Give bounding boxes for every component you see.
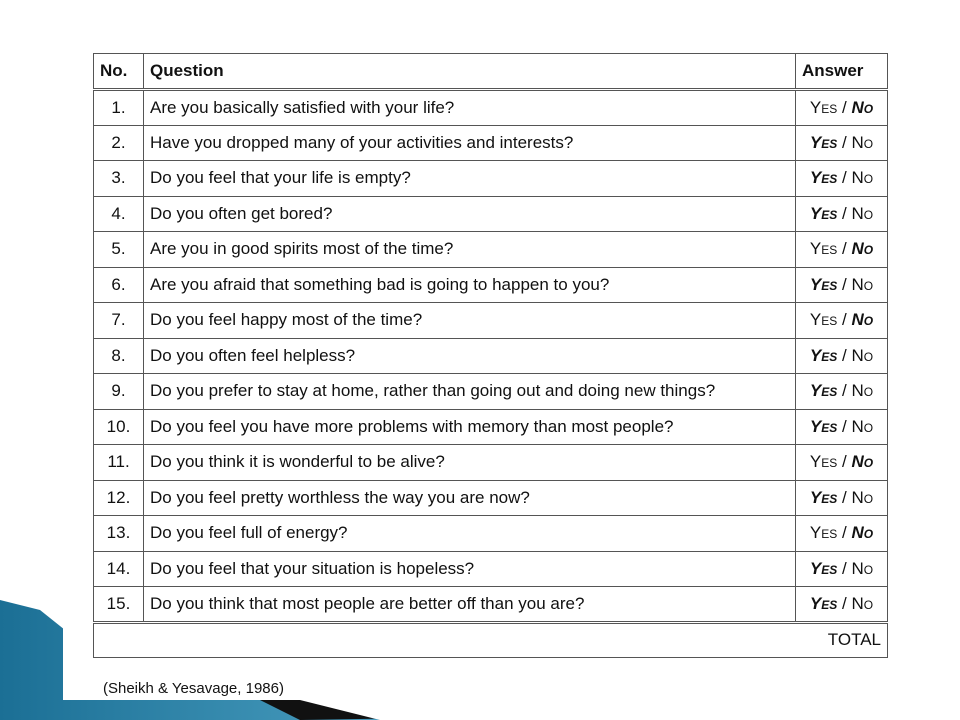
geriatric-depression-scale-table (93, 53, 888, 658)
question-text: Have you dropped many of your activities and interests? (144, 125, 796, 161)
answer-yes-selected: Yes (809, 381, 838, 401)
table-row (94, 196, 888, 232)
answer-options (796, 303, 888, 339)
answer-options (796, 232, 888, 268)
answer-no: No (851, 558, 874, 578)
question-text: Do you often get bored? (144, 196, 796, 232)
question-number: 8. (94, 338, 144, 374)
table-row (94, 303, 888, 339)
question-number: 14. (94, 551, 144, 587)
answer-yes-selected: Yes (809, 203, 838, 223)
table-row (94, 551, 888, 587)
answer-no: No (851, 381, 874, 401)
answer-separator: / (837, 345, 852, 365)
answer-options (796, 551, 888, 587)
answer-separator: / (837, 239, 852, 259)
answer-separator: / (837, 416, 852, 436)
answer-yes-selected: Yes (809, 132, 838, 152)
question-number: 15. (94, 587, 144, 623)
answer-separator: / (837, 381, 852, 401)
question-number: 12. (94, 480, 144, 516)
answer-no: No (851, 132, 874, 152)
question-number: 9. (94, 374, 144, 410)
answer-options (796, 480, 888, 516)
answer-yes-selected: Yes (809, 593, 838, 613)
answer-options (796, 587, 888, 623)
question-text: Do you think that most people are better off than you are? (144, 587, 796, 623)
question-text: Do you feel happy most of the time? (144, 303, 796, 339)
answer-options (796, 374, 888, 410)
question-number: 11. (94, 445, 144, 481)
question-text: Are you in good spirits most of the time? (144, 232, 796, 268)
question-text: Do you often feel helpless? (144, 338, 796, 374)
answer-options (796, 338, 888, 374)
answer-options (796, 445, 888, 481)
table-row (94, 409, 888, 445)
answer-yes-selected: Yes (809, 274, 838, 294)
answer-separator: / (837, 523, 852, 543)
gds-table-container (93, 53, 887, 658)
header-no: No. (94, 54, 144, 90)
answer-separator: / (837, 97, 852, 117)
question-number: 6. (94, 267, 144, 303)
question-text: Do you feel pretty worthless the way you are now? (144, 480, 796, 516)
answer-separator: / (837, 487, 852, 507)
answer-separator: / (837, 593, 852, 613)
answer-no-selected: No (851, 452, 874, 472)
table-row (94, 90, 888, 126)
answer-no: No (851, 274, 874, 294)
answer-no: No (851, 593, 874, 613)
answer-no-selected: No (851, 310, 874, 330)
table-row (94, 232, 888, 268)
answer-options (796, 196, 888, 232)
header-answer: Answer (796, 54, 888, 90)
table-row (94, 587, 888, 623)
answer-no: No (851, 416, 874, 436)
answer-yes-selected: Yes (809, 487, 838, 507)
answer-options (796, 409, 888, 445)
question-text: Do you feel that your life is empty? (144, 161, 796, 197)
answer-no: No (851, 345, 874, 365)
header-question: Question (144, 54, 796, 90)
question-text: Do you think it is wonderful to be alive? (144, 445, 796, 481)
question-number: 5. (94, 232, 144, 268)
answer-no-selected: No (851, 97, 874, 117)
table-row (94, 267, 888, 303)
question-number: 7. (94, 303, 144, 339)
question-text: Do you feel that your situation is hopeless? (144, 551, 796, 587)
answer-separator: / (837, 132, 852, 152)
table-row (94, 125, 888, 161)
question-text: Are you basically satisfied with your life? (144, 90, 796, 126)
answer-options (796, 125, 888, 161)
question-number: 13. (94, 516, 144, 552)
table-header-row (94, 54, 888, 90)
answer-options (796, 267, 888, 303)
question-text: Do you feel you have more problems with memory than most people? (144, 409, 796, 445)
total-row (94, 622, 888, 658)
answer-options (796, 90, 888, 126)
answer-yes: Yes (809, 239, 838, 259)
answer-separator: / (837, 274, 852, 294)
table-row (94, 516, 888, 552)
answer-no-selected: No (851, 523, 874, 543)
question-number: 10. (94, 409, 144, 445)
answer-options (796, 516, 888, 552)
question-text: Are you afraid that something bad is going to happen to you? (144, 267, 796, 303)
answer-separator: / (837, 452, 852, 472)
question-text: Do you feel full of energy? (144, 516, 796, 552)
answer-no: No (851, 487, 874, 507)
answer-separator: / (837, 168, 852, 188)
answer-yes: Yes (809, 310, 838, 330)
table-row (94, 374, 888, 410)
answer-yes-selected: Yes (809, 168, 838, 188)
question-number: 1. (94, 90, 144, 126)
answer-yes: Yes (809, 452, 838, 472)
answer-separator: / (837, 310, 852, 330)
citation: (Sheikh & Yesavage, 1986) (103, 680, 284, 697)
answer-no: No (851, 168, 874, 188)
answer-yes-selected: Yes (809, 345, 838, 365)
table-row (94, 480, 888, 516)
question-text: Do you prefer to stay at home, rather than going out and doing new things? (144, 374, 796, 410)
table-row (94, 338, 888, 374)
answer-yes-selected: Yes (809, 558, 838, 578)
question-number: 2. (94, 125, 144, 161)
answer-yes: Yes (809, 523, 838, 543)
answer-no: No (851, 203, 874, 223)
answer-options (796, 161, 888, 197)
answer-no-selected: No (851, 239, 874, 259)
table-body (94, 90, 888, 623)
question-number: 4. (94, 196, 144, 232)
total-label: TOTAL (94, 622, 888, 658)
answer-separator: / (837, 558, 852, 578)
answer-separator: / (837, 203, 852, 223)
question-number: 3. (94, 161, 144, 197)
answer-yes: Yes (809, 97, 838, 117)
table-row (94, 445, 888, 481)
answer-yes-selected: Yes (809, 416, 838, 436)
table-row (94, 161, 888, 197)
